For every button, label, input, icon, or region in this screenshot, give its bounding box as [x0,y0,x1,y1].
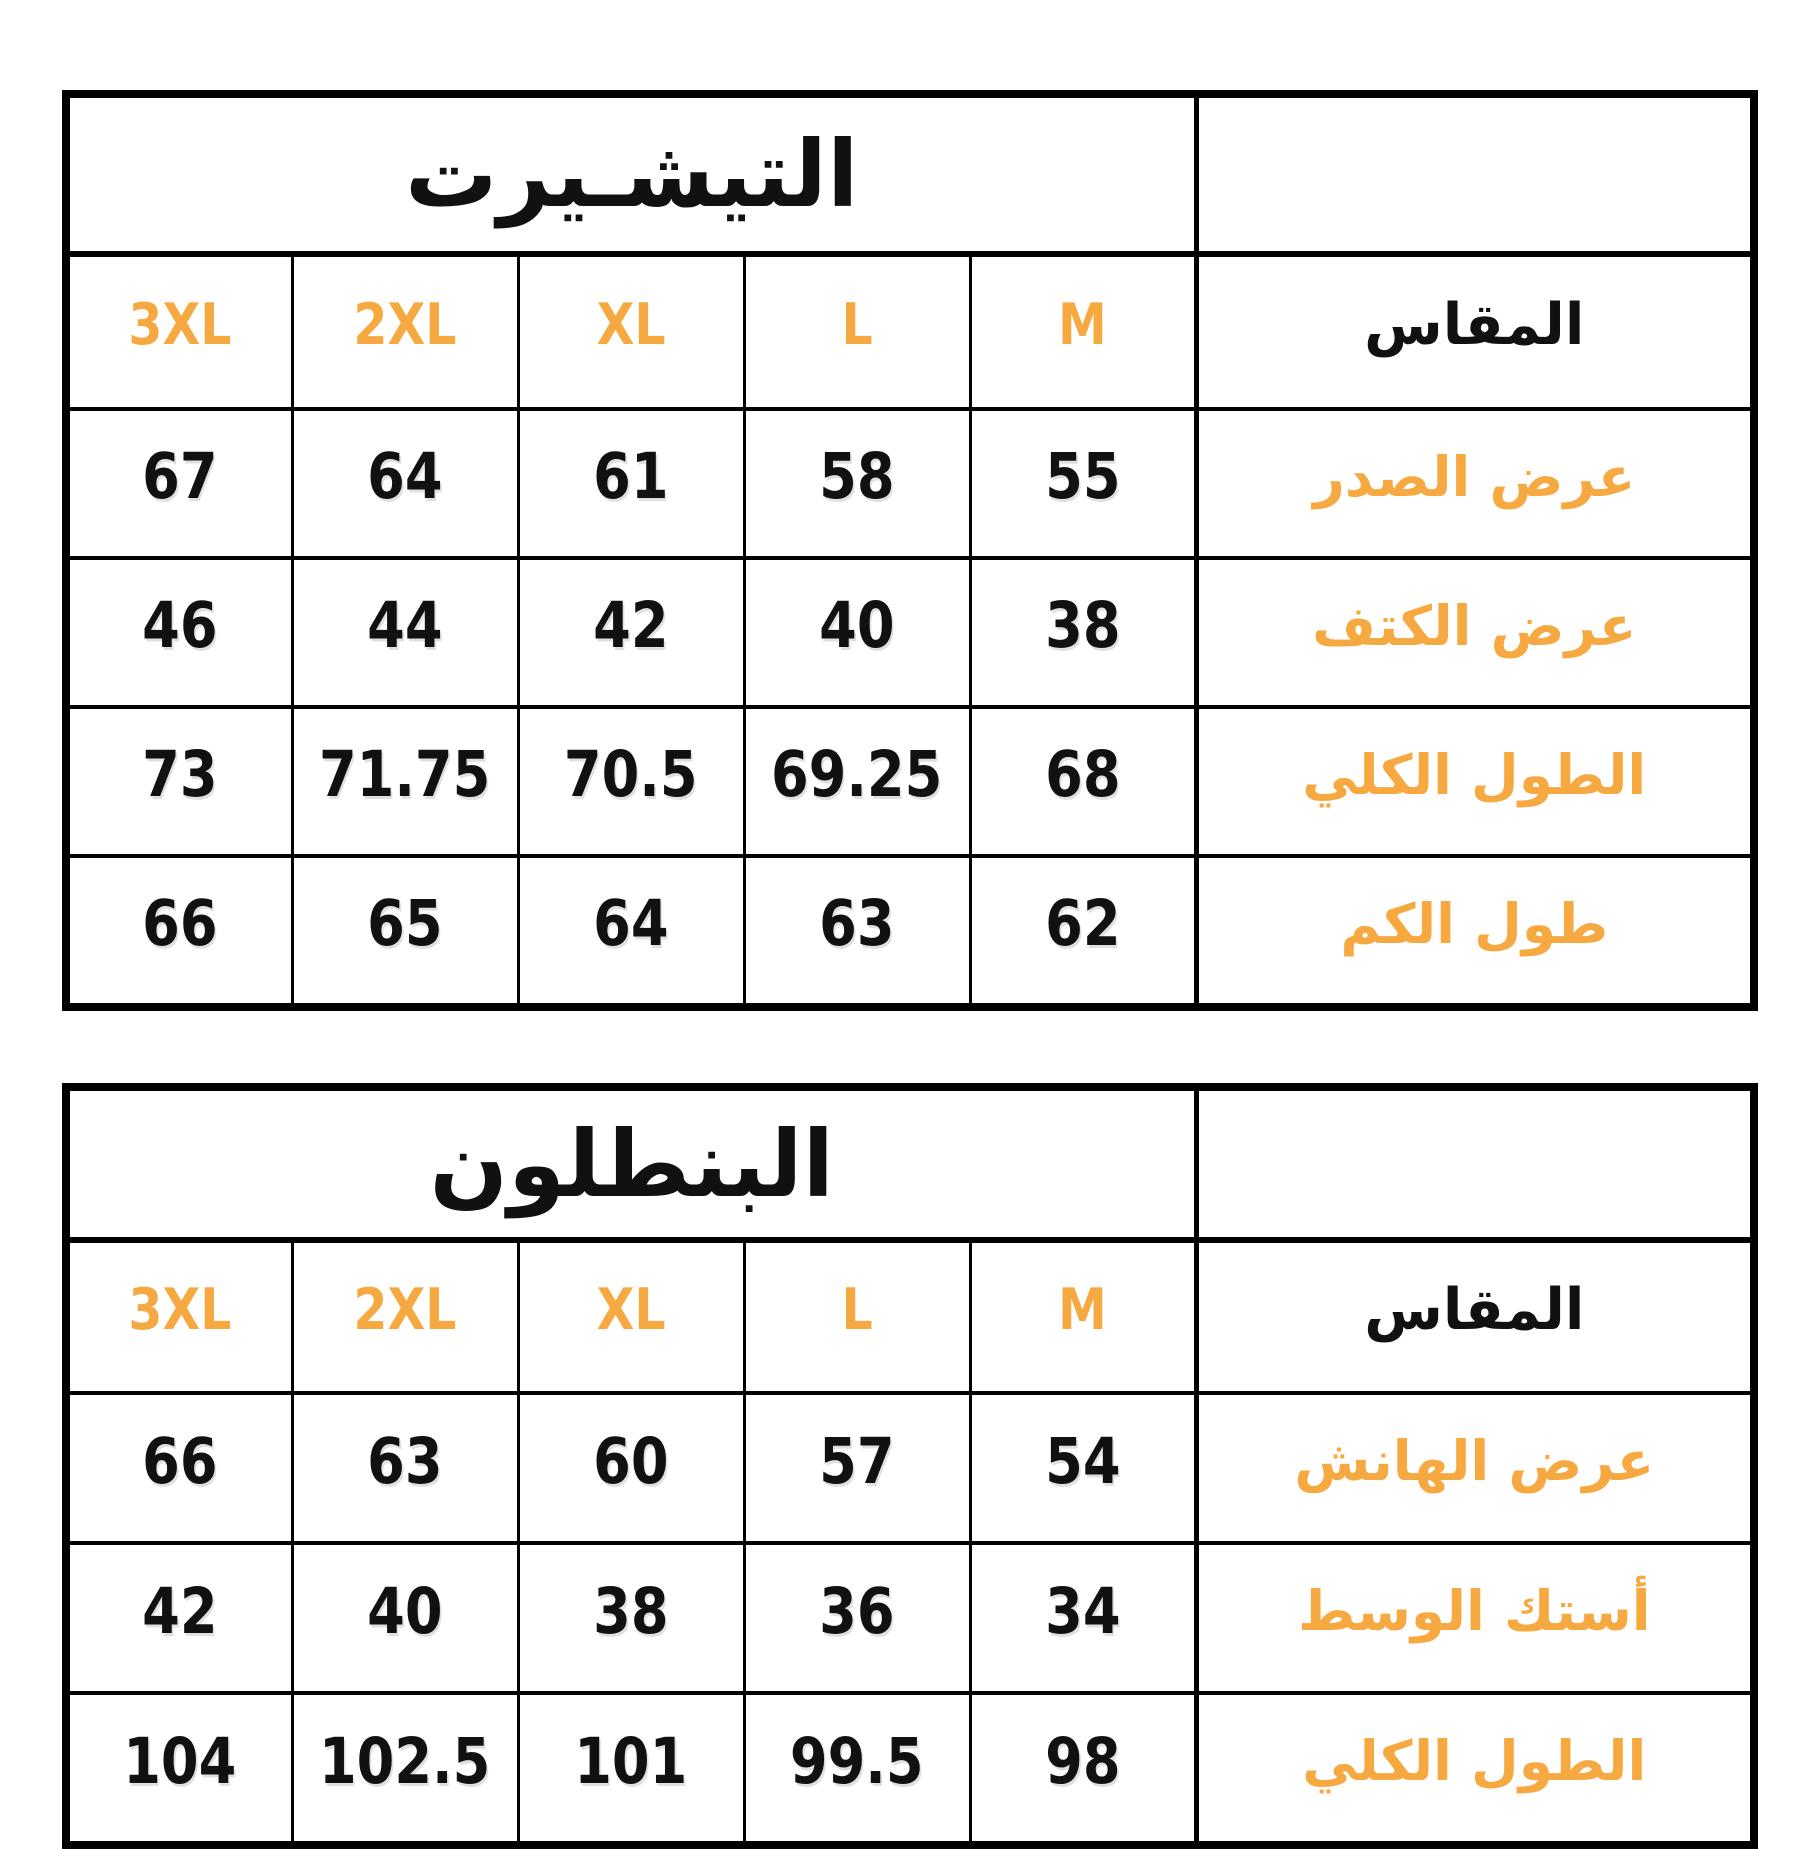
row-label-cell: الطول الكلي [1196,1693,1754,1845]
pants-table-title: البنطلون [429,1110,835,1218]
value-cell: 104 [66,1693,292,1845]
tshirt-size-header-xl: XL [518,254,744,409]
value-cell: 63 [744,856,970,1007]
row-label-cell: عرض الكتف [1196,558,1754,707]
value-cell: 66 [66,1393,292,1543]
value-cell: 46 [66,558,292,707]
tshirt-size-header-2xl: 2XL [292,254,518,409]
tshirt-title-corner-cell [1196,94,1754,254]
pants-row-total-length [66,1693,1754,1845]
tshirt-size-table [62,90,1758,1011]
value-cell: 38 [970,558,1196,707]
row-label-cell: عرض الصدر [1196,409,1754,558]
pants-table-title-cell [66,1087,1196,1240]
value-cell: 42 [66,1543,292,1693]
value-cell: 73 [66,707,292,856]
tshirt-row-chest-width [66,409,1754,558]
value-cell: 57 [744,1393,970,1543]
pants-size-header-2xl: 2XL [292,1240,518,1393]
value-cell: 67 [66,409,292,558]
value-cell: 66 [66,856,292,1007]
pants-size-header-xl: XL [518,1240,744,1393]
value-cell: 98 [970,1693,1196,1845]
tshirt-size-header-m: M [970,254,1196,409]
value-cell: 38 [518,1543,744,1693]
value-cell: 62 [970,856,1196,1007]
value-cell: 44 [292,558,518,707]
tshirt-size-header-3xl: 3XL [66,254,292,409]
value-cell: 71.75 [292,707,518,856]
pants-row-waist-elastic [66,1543,1754,1693]
value-cell: 70.5 [518,707,744,856]
value-cell: 63 [292,1393,518,1543]
pants-size-header-l: L [744,1240,970,1393]
pants-size-header-m: M [970,1240,1196,1393]
tshirt-row-total-length [66,707,1754,856]
value-cell: 61 [518,409,744,558]
value-cell: 65 [292,856,518,1007]
tshirt-table-title-cell [66,94,1196,254]
pants-size-header-3xl: 3XL [66,1240,292,1393]
value-cell: 64 [292,409,518,558]
pants-row-hip-width [66,1393,1754,1543]
tshirt-row-sleeve-length [66,856,1754,1007]
row-label-cell: أستك الوسط [1196,1543,1754,1693]
row-label-cell: طول الكم [1196,856,1754,1007]
pants-measure-header-cell: المقاس [1196,1240,1754,1393]
value-cell: 68 [970,707,1196,856]
pants-title-corner-cell [1196,1087,1754,1240]
value-cell: 101 [518,1693,744,1845]
value-cell: 69.25 [744,707,970,856]
value-cell: 60 [518,1393,744,1543]
value-cell: 54 [970,1393,1196,1543]
row-label-cell: الطول الكلي [1196,707,1754,856]
value-cell: 55 [970,409,1196,558]
value-cell: 40 [744,558,970,707]
tshirt-size-header-l: L [744,254,970,409]
value-cell: 58 [744,409,970,558]
value-cell: 36 [744,1543,970,1693]
value-cell: 64 [518,856,744,1007]
tshirt-table-title: التيشـيرت [405,121,859,228]
tshirt-row-shoulder-width [66,558,1754,707]
row-label-cell: عرض الهانش [1196,1393,1754,1543]
value-cell: 102.5 [292,1693,518,1845]
pants-size-table [62,1083,1758,1849]
tshirt-measure-header-cell: المقاس [1196,254,1754,409]
value-cell: 42 [518,558,744,707]
value-cell: 40 [292,1543,518,1693]
value-cell: 99.5 [744,1693,970,1845]
value-cell: 34 [970,1543,1196,1693]
